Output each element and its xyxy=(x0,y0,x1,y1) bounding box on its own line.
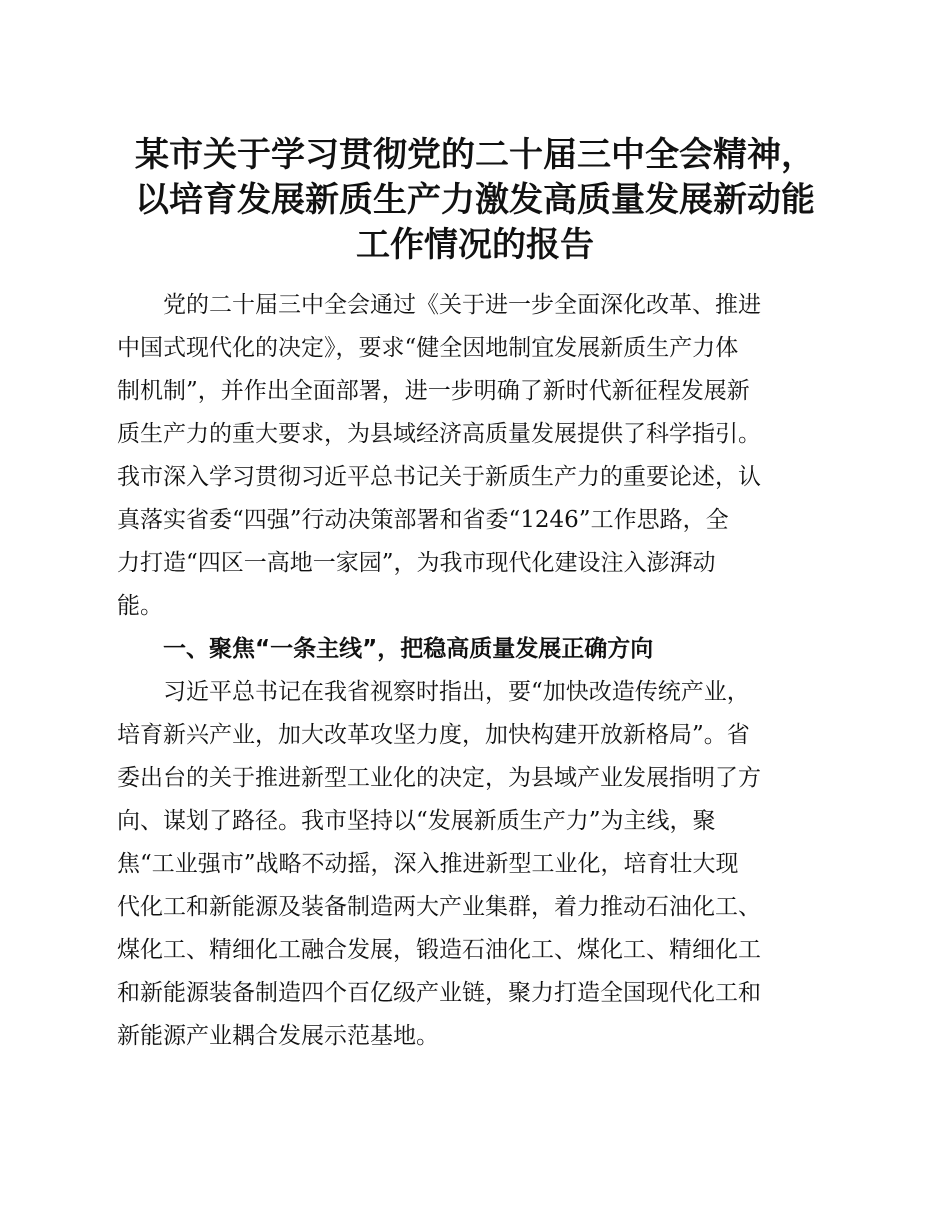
paragraph-line: 习近平总书记在我省视察时指出，要“加快改造传统产业， xyxy=(163,679,750,705)
section-heading: 一、聚焦“一条主线”，把稳高质量发展正确方向 xyxy=(163,636,654,662)
title-line-1: 某市关于学习贯彻党的二十届三中全会精神， xyxy=(135,135,815,175)
paragraph-2 xyxy=(117,671,812,1058)
paragraph-line: 和新能源装备制造四个百亿级产业链，聚力打造全国现代化工和 xyxy=(117,980,761,1006)
document-body xyxy=(117,284,812,1058)
paragraph-line: 中国式现代化的决定》，要求“健全因地制宜发展新质生产力体 xyxy=(117,335,739,361)
paragraph-line: 煤化工、精细化工融合发展，锻造石油化工、煤化工、精细化工 xyxy=(117,937,761,963)
paragraph-line: 焦“工业强市”战略不动摇，深入推进新型工业化，培育壮大现 xyxy=(117,851,739,877)
document-title xyxy=(115,133,835,268)
paragraph-1 xyxy=(117,284,812,628)
paragraph-line: 培育新兴产业，加大改革攻坚力度，加快构建开放新格局”。省 xyxy=(117,722,750,748)
paragraph-line: 代化工和新能源及装备制造两大产业集群，着力推动石油化工、 xyxy=(117,894,761,920)
paragraph-line: 能。 xyxy=(117,593,163,619)
paragraph-line: 真落实省委“四强”行动决策部署和省委“1246”工作思路，全 xyxy=(117,507,729,533)
paragraph-line: 委出台的关于推进新型工业化的决定，为县域产业发展指明了方 xyxy=(117,765,761,791)
paragraph-line: 我市深入学习贯彻习近平总书记关于新质生产力的重要论述，认 xyxy=(117,464,761,490)
paragraph-line: 制机制”，并作出全面部署，进一步明确了新时代新征程发展新 xyxy=(117,378,750,404)
paragraph-line: 党的二十届三中全会通过《关于进一步全面深化改革、推进 xyxy=(163,292,761,318)
paragraph-line: 向、谋划了路径。我市坚持以“发展新质生产力”为主线，聚 xyxy=(117,808,716,834)
paragraph-line: 质生产力的重大要求，为县域经济高质量发展提供了科学指引。 xyxy=(117,421,761,447)
paragraph-line: 力打造“四区一高地一家园”，为我市现代化建设注入澎湃动 xyxy=(117,550,716,576)
title-line-2: 以培育发展新质生产力激发高质量发展新动能 xyxy=(135,180,815,220)
title-line-3: 工作情况的报告 xyxy=(356,225,594,265)
paragraph-line: 新能源产业耦合发展示范基地。 xyxy=(117,1023,439,1049)
